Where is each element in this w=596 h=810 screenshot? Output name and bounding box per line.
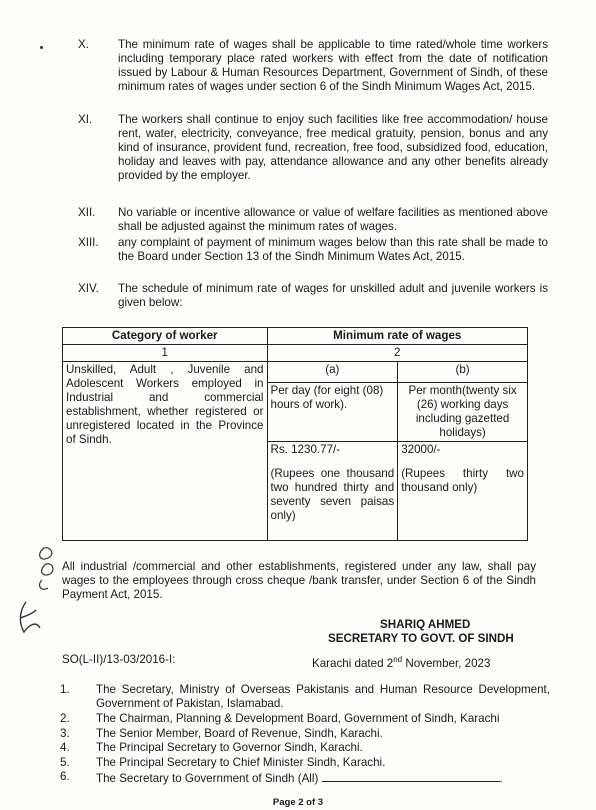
sub-column-a: (a): [267, 362, 398, 383]
clause-text: The schedule of minimum rate of wages for unskilled adult and juvenile workers is given below:: [118, 282, 548, 309]
page-footer: Page 2 of 3: [272, 797, 324, 808]
clause-number: X.: [78, 38, 89, 51]
clause-text: The minimum rate of wages shall be applicable to time rated/whole time workers including temporary place rated workers with effect from the date of notification issued by Labour & Human Resources Department, Government of Sindh, of these minimum rates of wages under section 6 of the Sindh Minimum Wages Act, 2015.: [118, 38, 548, 93]
distribution-item: 6. The Secretary to Government of Sindh (All) .: [60, 770, 503, 785]
header-minimum-rate: Minimum rate of wages: [267, 328, 528, 345]
clause-number: XII.: [78, 206, 96, 219]
clause-number: XIII.: [78, 236, 99, 249]
distribution-item: 2. The Chairman, Planning & Development Board, Government of Sindh, Karachi: [60, 712, 500, 725]
header-category: Category of worker: [63, 328, 268, 345]
payment-method-paragraph: All industrial /commercial and other establishments, registered under any law, shall pay wages to the employees through cross cheque /bank transfer, under Section 6 of the Sindh Payment Act, 2015.: [62, 560, 536, 601]
distribution-item: 3. The Senior Member, Board of Revenue, Sindh, Karachi.: [60, 727, 383, 740]
clause-xi: [78, 113, 548, 183]
reference-number: SO(L-II)/13-03/2016-I:: [62, 653, 176, 666]
clause-xii: [78, 206, 548, 234]
clause-number: XI.: [78, 113, 93, 126]
clause-number: XIV.: [78, 282, 99, 295]
clause-text: any complaint of payment of minimum wages below than this rate shall be made to the Board under Section 13 of the Sindh Minimum Wates Act, 2015.: [118, 236, 548, 263]
daily-rate-basis: Per day (for eight (08) hours of work).: [267, 383, 398, 442]
sub-column-b: (b): [398, 362, 528, 383]
distribution-item: 1. The Secretary, Ministry of Overseas Pakistanis and Human Resource Development, Government of Pakistan, Islamabad.: [60, 683, 550, 710]
handwritten-initials-icon: [6, 540, 66, 640]
clause-x: [78, 38, 548, 94]
daily-rate-amount: Rs. 1230.77/-: [270, 443, 341, 456]
signatory-name: SHARIQ AHMED: [380, 618, 471, 631]
margin-dot: [40, 46, 43, 49]
column-number-2: 2: [267, 345, 528, 362]
signatory-title: SECRETARY TO GOVT. OF SINDH: [328, 632, 514, 645]
clause-text: No variable or incentive allowance or value of welfare facilities as mentioned above shall be adjusted against the minimum rates of wages.: [118, 206, 548, 233]
clause-xiii: [78, 236, 548, 264]
monthly-rate-in-words: (Rupees thirty two thousand only): [401, 467, 524, 494]
minimum-wages-table: [62, 327, 528, 541]
clause-xiv: [78, 282, 548, 310]
clause-text: The workers shall continue to enjoy such facilities like free accommodation/ house rent, water, electricity, conveyance, free medical gratuity, pension, bonus and any kind of insurance, provident fund, recreation, free food, subsidized food, education, holiday and leaves with pay, attendance allowance and any other benefits already provided by the employer.: [118, 113, 548, 182]
monthly-rate-amount: 32000/-: [401, 443, 441, 456]
reference-date: Karachi dated 2nd November, 2023: [312, 655, 491, 670]
distribution-item: 4. The Principal Secretary to Governor Sindh, Karachi.: [60, 741, 363, 754]
monthly-rate-cell: [398, 442, 528, 541]
distribution-item: 5. The Principal Secretary to Chief Minister Sindh, Karachi.: [60, 756, 386, 769]
monthly-rate-basis: Per month(twenty six (26) working days including gazetted holidays): [398, 383, 528, 442]
daily-rate-cell: [267, 442, 398, 541]
category-description: Unskilled, Adult , Juvenile and Adolescent Workers employed in Industrial and commercial establishment, whether registered or unregistered located in the Province of Sindh.: [63, 362, 268, 541]
blank-line: [322, 770, 500, 782]
column-number-1: 1: [63, 345, 268, 362]
daily-rate-in-words: (Rupees one thousand two hundred thirty and seventy seven paisas only): [270, 467, 395, 522]
